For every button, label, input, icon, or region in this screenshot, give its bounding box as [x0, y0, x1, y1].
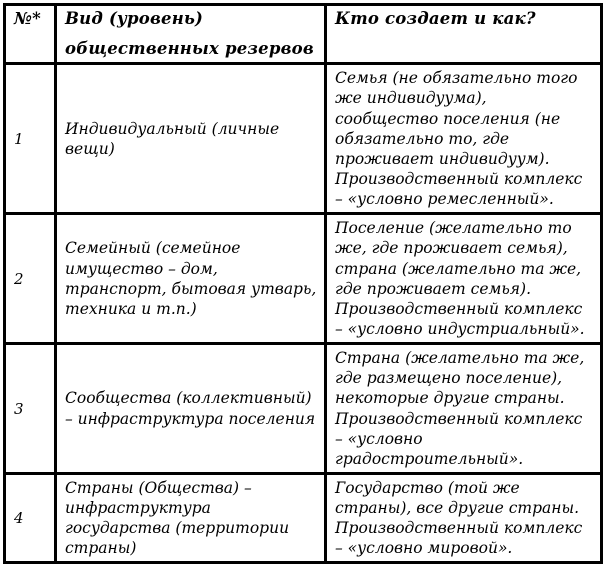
production-text: Производственный комплекс – «условно индустриальный». [335, 299, 585, 338]
creator-text: Поселение (желательно то же, где проживает семья), страна (желательно та же, где проживает семья). [335, 219, 582, 298]
header-row [5, 5, 602, 64]
reserve-kind: Семейный (семейное имущество – дом, транспорт, бытовая утварь, техника и т.п.) [56, 214, 326, 344]
table-row-3 [5, 344, 602, 474]
reserve-creator-cell [326, 64, 602, 214]
production-text: Производственный комплекс – «условно градостроительный». [335, 409, 583, 468]
production-text: Производственный комплекс – «условно мировой». [335, 519, 583, 558]
reserve-kind: Сообщества (коллективный) – инфраструктура поселения [56, 344, 326, 474]
header-who: Кто создает и как? [326, 5, 602, 64]
header-kind [56, 5, 326, 64]
reserve-kind: Индивидуальный (личные вещи) [56, 64, 326, 214]
creator-text: Страна (желательно та же, где размещено поселение), некоторые другие страны. [335, 349, 585, 408]
table-row-1 [5, 64, 602, 214]
row-number: 3 [5, 344, 56, 474]
header-num: №* [5, 5, 56, 64]
reserves-table [3, 3, 603, 564]
reserve-kind: Страны (Общества) – инфраструктура государства (территории страны) [56, 473, 326, 563]
row-number: 1 [5, 64, 56, 214]
reserve-creator-cell [326, 344, 602, 474]
table-row-2 [5, 214, 602, 344]
reserve-creator-cell [326, 473, 602, 563]
row-number: 2 [5, 214, 56, 344]
header-kind-line1: Вид (уровень) [65, 9, 204, 28]
creator-text: Семья (не обязательно того же индивидуума), сообщество поселения (не обязательно то, где проживает индивидуум). [335, 69, 578, 168]
creator-text: Государство (той же страны), все другие страны. [335, 478, 580, 518]
table-row-4 [5, 473, 602, 563]
reserve-creator-cell [326, 214, 602, 344]
header-kind-line2: общественных резервов [65, 38, 314, 58]
production-text: Производственный комплекс – «условно ремесленный». [335, 169, 583, 209]
row-number: 4 [5, 473, 56, 563]
